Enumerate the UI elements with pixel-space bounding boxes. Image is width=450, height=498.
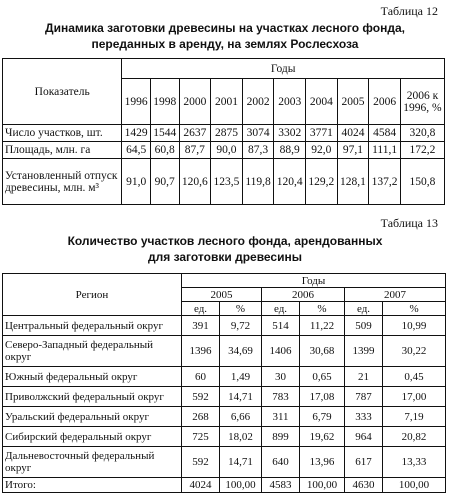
table13-cell: 592 bbox=[182, 447, 220, 478]
table13-row bbox=[3, 316, 446, 336]
table13-cell: 1,49 bbox=[220, 367, 262, 387]
table13-row bbox=[3, 367, 446, 387]
table12-cell: 4584 bbox=[369, 125, 401, 142]
table12-year: 2002 bbox=[242, 79, 274, 125]
table13-total-label: Итого: bbox=[3, 478, 182, 493]
table13-cell: 1396 bbox=[182, 336, 220, 367]
table12 bbox=[2, 58, 445, 205]
table13-cell: 268 bbox=[182, 407, 220, 427]
table13-years-header: Годы bbox=[182, 274, 446, 288]
table13-cell: 964 bbox=[345, 427, 383, 447]
table12-cell: 172,2 bbox=[400, 142, 444, 159]
table12-cell: 3771 bbox=[306, 125, 338, 142]
table12-cell: 92,0 bbox=[306, 142, 338, 159]
table12-cell: 87,7 bbox=[179, 142, 211, 159]
table12-cell: 91,0 bbox=[122, 159, 151, 205]
table12-year: 1996 bbox=[122, 79, 151, 125]
table12-label: Таблица 12 bbox=[380, 4, 438, 18]
table12-title-line2: переданных в аренду, на землях Рослесхоза bbox=[91, 37, 359, 51]
table13-region-header: Регион bbox=[3, 274, 182, 316]
table12-row-label: Число участков, шт. bbox=[3, 125, 122, 142]
table13-region-label: Уральский федеральный округ bbox=[3, 407, 182, 427]
table12-year: 2004 bbox=[306, 79, 338, 125]
table13-year: 2007 bbox=[345, 288, 446, 302]
table13-cell: 899 bbox=[262, 427, 300, 447]
table13-cell: 787 bbox=[345, 387, 383, 407]
table12-cell: 64,5 bbox=[122, 142, 151, 159]
table12-cell: 90,7 bbox=[150, 159, 179, 205]
table13-cell: 0,45 bbox=[383, 367, 446, 387]
table12-row-label: Площадь, млн. га bbox=[3, 142, 122, 159]
table13-cell: 30 bbox=[262, 367, 300, 387]
table13-cell: 11,22 bbox=[300, 316, 345, 336]
table12-cell: 3302 bbox=[274, 125, 306, 142]
table12-year: 2000 bbox=[179, 79, 211, 125]
table13-cell: 0,65 bbox=[300, 367, 345, 387]
table13-cell: 30,22 bbox=[383, 336, 446, 367]
table12-year: 2006 bbox=[369, 79, 401, 125]
table12-cell: 320,8 bbox=[400, 125, 444, 142]
table13-row bbox=[3, 427, 446, 447]
table13-cell: 19,62 bbox=[300, 427, 345, 447]
table12-year: 2005 bbox=[337, 79, 369, 125]
table13-cell: 9,72 bbox=[220, 316, 262, 336]
table12-year: 2003 bbox=[274, 79, 306, 125]
table13-total-cell: 100,00 bbox=[300, 478, 345, 493]
table12-cell: 97,1 bbox=[337, 142, 369, 159]
table12-indicator-header: Показатель bbox=[3, 59, 122, 125]
table13-units-header: ед. bbox=[345, 302, 383, 316]
table13-cell: 17,08 bbox=[300, 387, 345, 407]
table13-cell: 30,68 bbox=[300, 336, 345, 367]
table12-row-label: Установленный отпуск древесины, млн. м³ bbox=[3, 159, 122, 205]
table13-total-cell: 4024 bbox=[182, 478, 220, 493]
table13-region-label: Приволжский федеральный округ bbox=[3, 387, 182, 407]
table12-cell: 88,9 bbox=[274, 142, 306, 159]
table13-row bbox=[3, 407, 446, 427]
table13-label: Таблица 13 bbox=[380, 216, 438, 230]
table12-title-line1: Динамика заготовки древесины на участках лесного фонда, bbox=[45, 21, 405, 35]
table13-units-header: ед. bbox=[182, 302, 220, 316]
table12-row bbox=[3, 159, 445, 205]
table13-cell: 391 bbox=[182, 316, 220, 336]
table13-title bbox=[0, 233, 450, 265]
table13-pct-header: % bbox=[220, 302, 262, 316]
table13-cell: 10,99 bbox=[383, 316, 446, 336]
table13-total-cell: 4583 bbox=[262, 478, 300, 493]
table13-cell: 14,71 bbox=[220, 447, 262, 478]
table13-units-header: ед. bbox=[262, 302, 300, 316]
table13-region-label: Северо-Западный федеральный округ bbox=[3, 336, 182, 367]
table13-year: 2005 bbox=[182, 288, 262, 302]
table12-cell: 150,8 bbox=[400, 159, 444, 205]
table12-cell: 3074 bbox=[242, 125, 274, 142]
table12-cell: 90,0 bbox=[211, 142, 243, 159]
table13-row bbox=[3, 447, 446, 478]
table12-cell: 137,2 bbox=[369, 159, 401, 205]
table12-ratio-header: 2006 к 1996, % bbox=[400, 79, 444, 125]
table12-years-header: Годы bbox=[122, 59, 445, 79]
table13-cell: 13,33 bbox=[383, 447, 446, 478]
table13-total-row bbox=[3, 478, 446, 493]
table12-cell: 111,1 bbox=[369, 142, 401, 159]
table13-cell: 333 bbox=[345, 407, 383, 427]
table13-cell: 1399 bbox=[345, 336, 383, 367]
table12-cell: 119,8 bbox=[242, 159, 274, 205]
table13-cell: 21 bbox=[345, 367, 383, 387]
table13-cell: 1406 bbox=[262, 336, 300, 367]
table13-region-label: Дальневосточный федеральный округ bbox=[3, 447, 182, 478]
table13-cell: 20,82 bbox=[383, 427, 446, 447]
table13-cell: 783 bbox=[262, 387, 300, 407]
table13-cell: 60 bbox=[182, 367, 220, 387]
table13-cell: 34,69 bbox=[220, 336, 262, 367]
table13-cell: 592 bbox=[182, 387, 220, 407]
table13-region-label: Южный федеральный округ bbox=[3, 367, 182, 387]
table13-cell: 6,79 bbox=[300, 407, 345, 427]
table13-cell: 6,66 bbox=[220, 407, 262, 427]
table12-cell: 2637 bbox=[179, 125, 211, 142]
table13 bbox=[2, 273, 446, 493]
table12-cell: 120,4 bbox=[274, 159, 306, 205]
table13-row bbox=[3, 336, 446, 367]
table13-pct-header: % bbox=[383, 302, 446, 316]
table13-title-line2: для заготовки древесины bbox=[148, 250, 302, 264]
table13-cell: 13,96 bbox=[300, 447, 345, 478]
table12-cell: 60,8 bbox=[150, 142, 179, 159]
table13-cell: 725 bbox=[182, 427, 220, 447]
table12-title bbox=[0, 20, 450, 52]
table13-cell: 7,19 bbox=[383, 407, 446, 427]
table13-cell: 18,02 bbox=[220, 427, 262, 447]
table12-row bbox=[3, 125, 445, 142]
table13-cell: 617 bbox=[345, 447, 383, 478]
table13-cell: 17,00 bbox=[383, 387, 446, 407]
table12-year: 2001 bbox=[211, 79, 243, 125]
table12-year: 1998 bbox=[150, 79, 179, 125]
table13-cell: 509 bbox=[345, 316, 383, 336]
table12-cell: 123,5 bbox=[211, 159, 243, 205]
table13-row bbox=[3, 387, 446, 407]
table13-cell: 514 bbox=[262, 316, 300, 336]
table13-cell: 640 bbox=[262, 447, 300, 478]
table13-total-cell: 4630 bbox=[345, 478, 383, 493]
table13-year: 2006 bbox=[262, 288, 345, 302]
table12-cell: 4024 bbox=[337, 125, 369, 142]
table12-cell: 128,1 bbox=[337, 159, 369, 205]
table13-region-label: Сибирский федеральный округ bbox=[3, 427, 182, 447]
table13-total-cell: 100,00 bbox=[383, 478, 446, 493]
table13-cell: 14,71 bbox=[220, 387, 262, 407]
table13-pct-header: % bbox=[300, 302, 345, 316]
table12-cell: 129,2 bbox=[306, 159, 338, 205]
table13-title-line1: Количество участков лесного фонда, арендованных bbox=[67, 234, 383, 248]
table12-cell: 1544 bbox=[150, 125, 179, 142]
table13-cell: 311 bbox=[262, 407, 300, 427]
table13-region-label: Центральный федеральный округ bbox=[3, 316, 182, 336]
table12-row bbox=[3, 142, 445, 159]
table13-total-cell: 100,00 bbox=[220, 478, 262, 493]
table12-cell: 2875 bbox=[211, 125, 243, 142]
table12-cell: 1429 bbox=[122, 125, 151, 142]
table12-cell: 87,3 bbox=[242, 142, 274, 159]
table12-cell: 120,6 bbox=[179, 159, 211, 205]
